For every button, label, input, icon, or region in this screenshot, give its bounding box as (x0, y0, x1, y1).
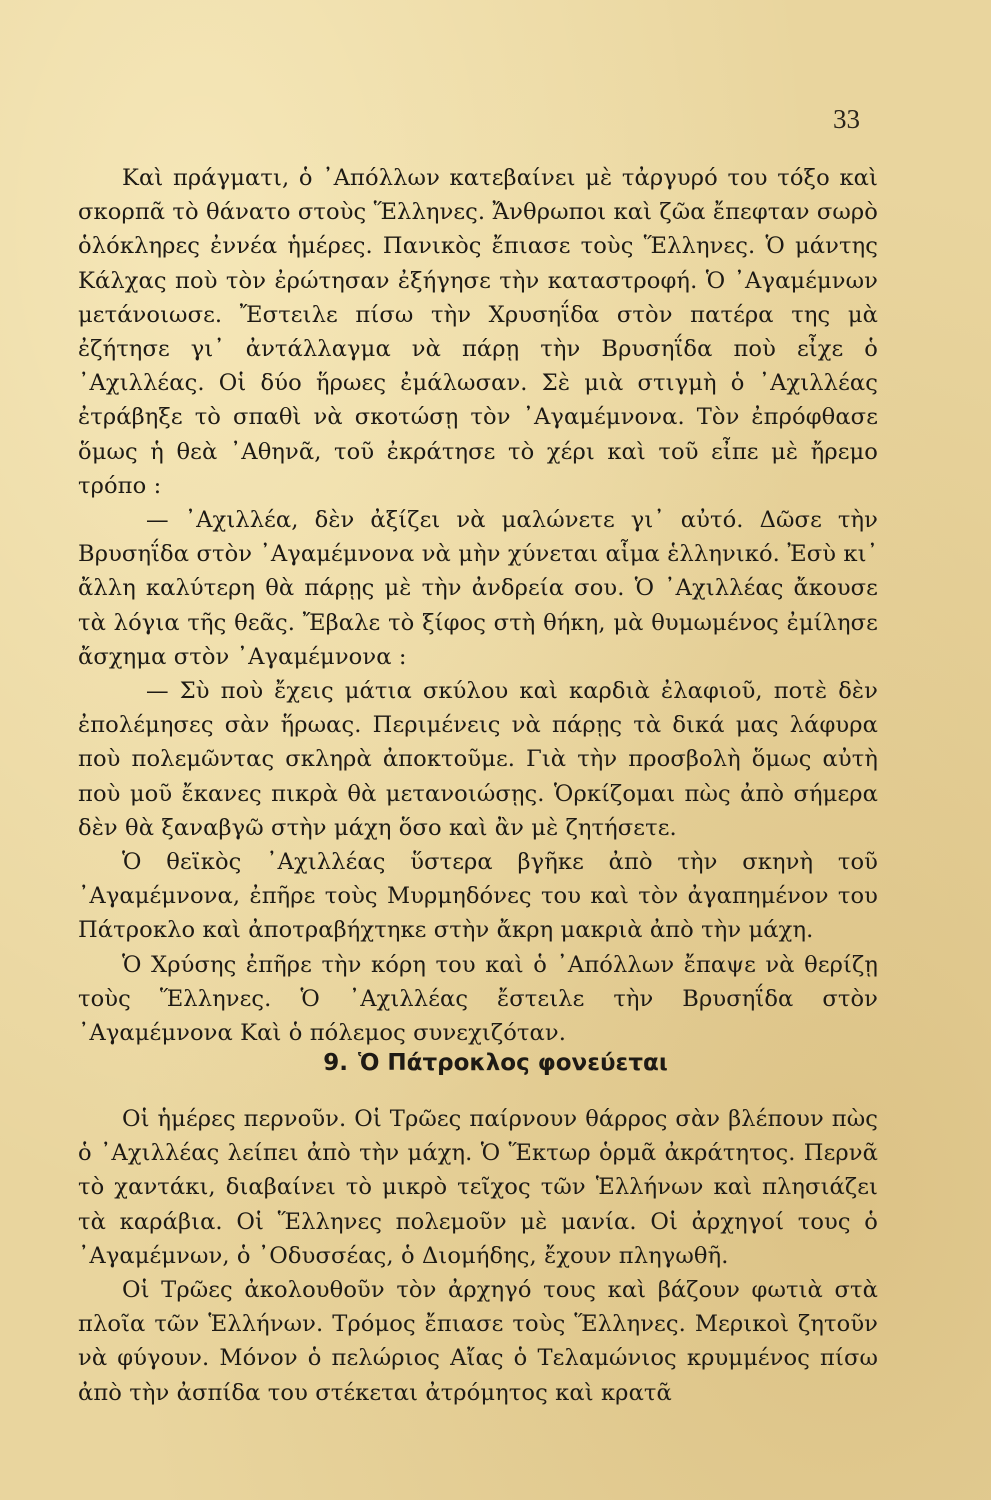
text-block-top (78, 161, 878, 1050)
section-heading (0, 1050, 991, 1076)
text-block-bottom (78, 1102, 878, 1410)
paragraph: Οἱ ἡμέρες περνοῦν. Οἱ Τρῶες παίρνουν θάρρος σὰν βλέπουν πὼς ὁ ᾿Αχιλλέας λείπει ἀπὸ τὴν μάχη. Ὁ Ἕκτωρ ὁρμᾶ ἀκράτητος. Περνᾶ τὸ χαντάκι, διαβαίνει τὸ μικρὸ τεῖχος τῶν Ἑλλήνων καὶ πλησιάζει τὰ καράβια. Οἱ Ἕλληνες πολεμοῦν μὲ μανία. Οἱ ἀρχηγοί τους ὁ ᾿Αγαμέμνων, ὁ ᾿Οδυσσέας, ὁ Διομήδης, ἔχουν πληγωθῆ. (78, 1106, 878, 1269)
dialogue-paragraph: — ᾿Αχιλλέα, δὲν ἀξίζει νὰ μαλώνετε γι᾿ αὐτό. Δῶσε τὴν Βρυσηΐδα στὸν ᾿Αγαμέμνονα νὰ μὴν χύνεται αἷμα ἑλληνικό. Ἐσὺ κι᾿ ἄλλη καλύτερη θὰ πάρῃς μὲ τὴν ἀνδρεία σου. Ὁ ᾿Αχιλλέας ἄκουσε τὰ λόγια τῆς θεᾶς. Ἔβαλε τὸ ξίφος στὴ θήκη, μὰ θυμωμένος ἐμίλησε ἄσχημα στὸν ᾿Αγαμέμνονα : (78, 507, 878, 670)
paragraph: Οἱ Τρῶες ἀκολουθοῦν τὸν ἀρχηγό τους καὶ βάζουν φωτιὰ στὰ πλοῖα τῶν Ἑλλήνων. Τρόμος ἔπιασε τοὺς Ἕλληνες. Μερικοὶ ζητοῦν νὰ φύγουν. Μόνον ὁ πελώριος Αἴας ὁ Τελαμώνιος κρυμμένος πίσω ἀπὸ τὴν ἀσπίδα του στέκεται ἀτρόμητος καὶ κρατᾶ (78, 1277, 878, 1406)
paragraph: Ὁ θεϊκὸς ᾿Αχιλλέας ὕστερα βγῆκε ἀπὸ τὴν σκηνὴ τοῦ ᾿Αγαμέμνονα, ἐπῆρε τοὺς Μυρμηδόνες του καὶ τὸν ἀγαπημένον του Πάτροκλο καὶ ἀποτραβήχτηκε στὴν ἄκρη μακριὰ ἀπὸ τὴν μάχη. (78, 849, 878, 944)
paragraph: Καὶ πράγματι, ὁ ᾿Απόλλων κατεβαίνει μὲ τἀργυρό του τόξο καὶ σκορπᾶ τὸ θάνατο στοὺς Ἕλληνες. Ἄνθρωποι καὶ ζῶα ἔπεφταν σωρὸ ὁλόκληρες ἐννέα ἡμέρες. Πανικὸς ἔπιασε τοὺς Ἕλληνες. Ὁ μάντης Κάλχας ποὺ τὸν ἐρώτησαν ἐξήγησε τὴν καταστροφή. Ὁ ᾿Αγαμέμνων μετάνοιωσε. Ἔστειλε πίσω τὴν Χρυσηΐδα στὸν πατέρα της μὰ ἐζήτησε γι᾿ ἀντάλλαγμα νὰ πάρῃ τὴν Βρυσηΐδα ποὺ εἶχε ὁ ᾿Αχιλλέας. Οἱ δύο ἥρωες ἐμάλωσαν. Σὲ μιὰ στιγμὴ ὁ ᾿Αχιλλέας ἐτράβηξε τὸ σπαθὶ νὰ σκοτώσῃ τὸν ᾿Αγαμέμνονα. Τὸν ἐπρόφθασε ὅμως ἡ θεὰ ᾿Αθηνᾶ, τοῦ ἐκράτησε τὸ χέρι καὶ τοῦ εἶπε μὲ ἤρεμο τρόπο : (78, 165, 878, 499)
dialogue-paragraph: — Σὺ ποὺ ἔχεις μάτια σκύλου καὶ καρδιὰ ἐλαφιοῦ, ποτὲ δὲν ἐπολέμησες σὰν ἥρωας. Περιμένεις νὰ πάρῃς τὰ δικά μας λάφυρα ποὺ πολεμῶντας σκληρὰ ἀποκτοῦμε. Γιὰ τὴν προσβολὴ ὅμως αὐτὴ ποὺ μοῦ ἔκανες πικρὰ θὰ μετανοιώσῃς. Ὁρκίζομαι πὼς ἀπὸ σήμερα δὲν θὰ ξαναβγῶ στὴν μάχη ὅσο καὶ ἂν μὲ ζητήσετε. (78, 678, 878, 841)
page-number: 33 (833, 104, 860, 134)
paragraph: Ὁ Χρύσης ἐπῆρε τὴν κόρη του καὶ ὁ ᾿Απόλλων ἔπαψε νὰ θερίζῃ τοὺς Ἕλληνες. Ὁ ᾿Αχιλλέας ἔστειλε τὴν Βρυσηΐδα στὸν ᾿Αγαμέμνονα Καὶ ὁ πόλεμος συνεχιζόταν. (78, 951, 878, 1047)
section-title: Ὁ Πάτροκλος φονεύεται (357, 1050, 668, 1076)
section-number: 9. (323, 1050, 348, 1076)
